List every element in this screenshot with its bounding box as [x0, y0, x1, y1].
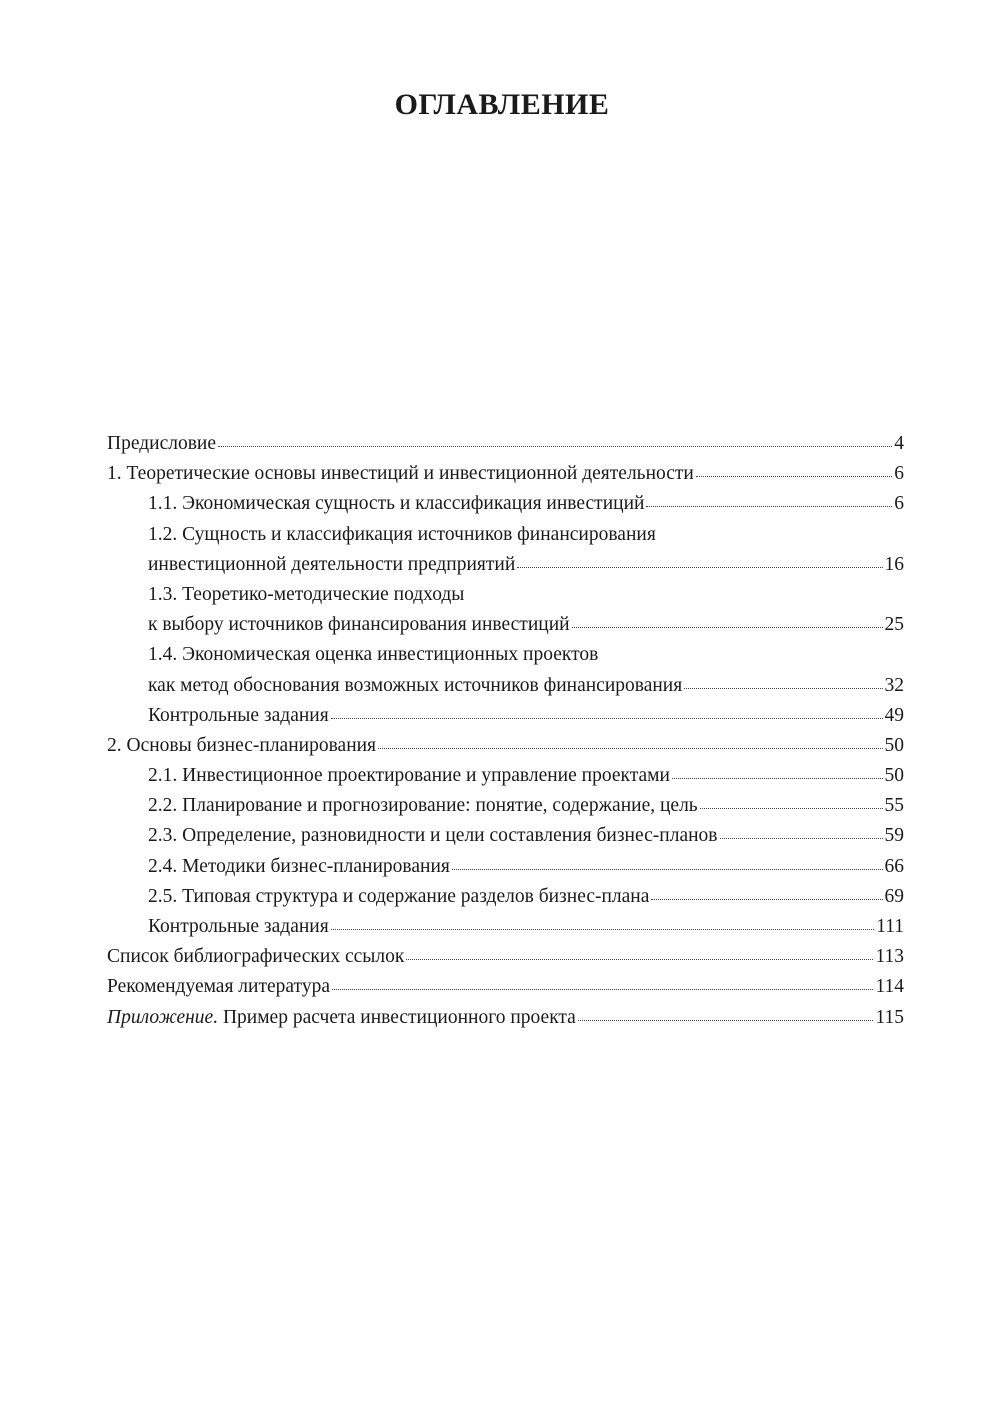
toc-entry-label: 2.5. Типовая структура и содержание разделов бизнес-плана — [148, 885, 650, 907]
toc-page-number: 55 — [884, 795, 904, 817]
toc-page-number: 113 — [875, 946, 904, 968]
table-of-contents — [107, 429, 904, 1033]
toc-entry-label: 2.3. Определение, разновидности и цели составления бизнес-планов — [148, 825, 718, 847]
toc-page-number: 16 — [884, 553, 904, 575]
dot-leader — [452, 868, 883, 870]
toc-page-number: 49 — [884, 704, 904, 726]
toc-entry-label: как метод обоснования возможных источников финансирования — [148, 674, 683, 696]
toc-entry-label: 1.1. Экономическая сущность и классификация инвестиций — [148, 493, 645, 515]
toc-entry-label: 1.4. Экономическая оценка инвестиционных проектов — [148, 644, 599, 666]
toc-entry-section-1-3-line1[interactable] — [107, 580, 904, 610]
dot-leader — [517, 566, 882, 568]
toc-entry-label: 2.2. Планирование и прогнозирование: понятие, содержание, цель — [148, 795, 698, 817]
toc-page-number: 69 — [884, 885, 904, 907]
page-title: ОГЛАВЛЕНИЕ — [394, 88, 610, 121]
toc-page-number: 66 — [884, 855, 904, 877]
dot-leader — [331, 928, 874, 930]
dot-leader — [378, 747, 882, 749]
toc-page-number: 6 — [894, 493, 904, 515]
toc-entry-label: Контрольные задания — [148, 704, 329, 726]
toc-entry-label: 1.2. Сущность и классификация источников финансирования — [148, 523, 656, 545]
toc-page-number: 6 — [894, 463, 904, 485]
toc-entry-label: 1. Теоретические основы инвестиций и инвестиционной деятельности — [107, 463, 694, 485]
dot-leader — [696, 475, 892, 477]
toc-entry-label: Контрольные задания — [148, 916, 329, 937]
toc-entry-bibliography[interactable] — [107, 942, 904, 972]
toc-entry-label: Предисловие — [107, 433, 217, 454]
toc-entry-label: к выбору источников финансирования инвестиций — [148, 614, 570, 636]
toc-entry-label: 2. Основы бизнес-планирования — [107, 734, 377, 756]
toc-page-number: 114 — [875, 976, 904, 998]
toc-entry-label — [107, 1003, 576, 1033]
toc-page-number: 111 — [876, 916, 904, 937]
toc-entry-section-1-2-line1[interactable] — [107, 520, 904, 550]
dot-leader — [572, 626, 883, 628]
dot-leader — [700, 807, 883, 809]
toc-entry-section-2-3[interactable] — [107, 821, 904, 851]
toc-entry-section-2-1[interactable] — [107, 761, 904, 791]
dot-leader — [331, 717, 883, 719]
toc-entry-section-1-2-line2[interactable] — [107, 550, 904, 580]
toc-entry-label: Рекомендуемая литература — [107, 976, 330, 998]
toc-entry-chapter-2[interactable] — [107, 731, 904, 761]
appendix-title: Пример расчета инвестиционного проекта — [218, 1006, 576, 1028]
dot-leader — [684, 687, 882, 689]
toc-page-number: 25 — [884, 614, 904, 636]
toc-entry-chapter-1[interactable] — [107, 459, 904, 489]
toc-entry-label: Список библиографических ссылок — [107, 946, 405, 968]
toc-entry-section-2-5[interactable] — [107, 882, 904, 912]
toc-entry-control-tasks-2[interactable] — [107, 912, 904, 942]
toc-page-number: 32 — [884, 674, 904, 696]
toc-entry-label: 1.3. Теоретико-методические подходы — [148, 583, 465, 605]
toc-entry-label: 2.4. Методики бизнес-планирования — [148, 855, 450, 877]
dot-leader — [646, 505, 892, 507]
toc-entry-section-1-4-line1[interactable] — [107, 640, 904, 670]
dot-leader — [406, 958, 873, 960]
toc-entry-section-2-2[interactable] — [107, 791, 904, 821]
toc-entry-preface[interactable] — [107, 429, 904, 459]
dot-leader — [651, 898, 882, 900]
toc-page-number: 115 — [875, 1006, 904, 1028]
toc-page-number: 50 — [884, 734, 904, 756]
toc-page-number: 50 — [884, 765, 904, 787]
toc-entry-label: 2.1. Инвестиционное проектирование и управление проектами — [148, 765, 670, 787]
appendix-prefix: Приложение. — [107, 1006, 219, 1028]
dot-leader — [218, 445, 892, 447]
dot-leader — [720, 837, 883, 839]
toc-entry-section-1-4-line2[interactable] — [107, 671, 904, 701]
dot-leader — [578, 1019, 874, 1021]
dot-leader — [672, 777, 883, 779]
toc-entry-section-1-3-line2[interactable] — [107, 610, 904, 640]
toc-entry-appendix[interactable] — [107, 1003, 904, 1033]
toc-entry-section-1-1[interactable] — [107, 489, 904, 519]
toc-entry-label: инвестиционной деятельности предприятий — [148, 553, 516, 575]
toc-page-number: 4 — [894, 433, 904, 454]
toc-page-number: 59 — [884, 825, 904, 847]
dot-leader — [332, 988, 873, 990]
toc-entry-control-tasks-1[interactable] — [107, 701, 904, 731]
toc-entry-section-2-4[interactable] — [107, 852, 904, 882]
toc-entry-recommended-literature[interactable] — [107, 972, 904, 1002]
